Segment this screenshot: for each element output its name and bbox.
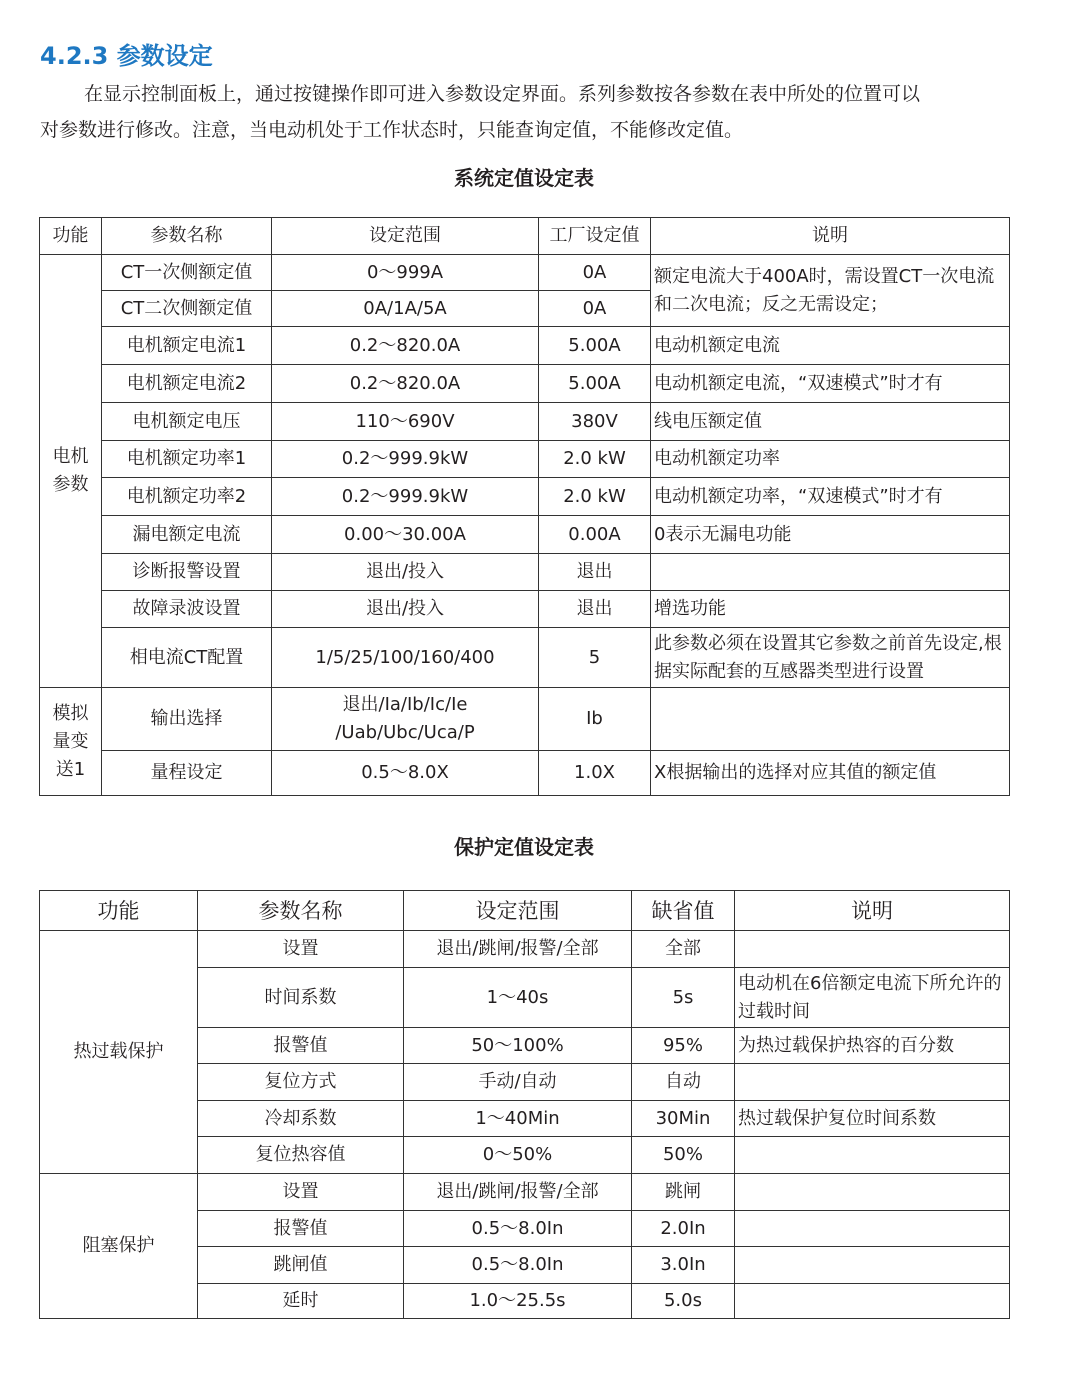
default-value-cell: 30Min [632,1101,735,1137]
default-value-cell: 3.0In [632,1247,735,1284]
range-cell: 手动/自动 [404,1064,632,1101]
note-cell: 电动机额定电流，“双速模式”时才有 [651,365,1010,403]
note-cell: 此参数必须在设置其它参数之前首先设定,根据实际配套的互感器类型进行设置 [651,628,1010,688]
param-name-cell: CT二次侧额定值 [102,291,272,327]
intro-line-1: 在显示控制面板上，通过按键操作即可进入参数设定界面。系列参数按各参数在表中所处的位置可以 [84,83,921,105]
param-name-cell: 漏电额定电流 [102,516,272,554]
range-cell: 0.00～30.00A [272,516,539,554]
header-range: 设定范围 [272,218,539,255]
param-name-cell: 故障录波设置 [102,591,272,628]
header-function: 功能 [40,891,198,931]
range-cell: 退出/投入 [272,554,539,591]
param-name-cell: 相电流CT配置 [102,628,272,688]
default-value-cell: 50% [632,1137,735,1174]
intro-paragraph [40,76,1060,148]
note-cell: 电动机在6倍额定电流下所允许的过载时间 [735,968,1010,1028]
table2-caption: 保护定值设定表 [454,835,594,859]
function-cell: 模拟 量变 送1 [40,688,102,796]
param-name-cell: 电机额定功率2 [102,478,272,516]
note-cell: 增选功能 [651,591,1010,628]
header-row [40,218,1010,255]
param-name-cell: 输出选择 [102,688,272,751]
param-name-cell: 延时 [198,1284,404,1319]
function-cell: 阻塞保护 [40,1174,198,1319]
param-name-cell: 时间系数 [198,968,404,1028]
table-row [40,441,1010,478]
param-name-cell: 跳闸值 [198,1247,404,1284]
system-settings-table [39,217,1010,796]
default-value-cell: 5.00A [539,327,651,365]
note-cell: 电动机额定功率，“双速模式”时才有 [651,478,1010,516]
note-cell: 线电压额定值 [651,403,1010,441]
range-cell: 0.5～8.0X [272,751,539,796]
section-heading: 4.2.3 参数设定 [40,42,213,70]
param-name-cell: 冷却系数 [198,1101,404,1137]
note-cell [735,1174,1010,1211]
range-cell: 0.2～820.0A [272,365,539,403]
header-param-name: 参数名称 [102,218,272,255]
default-value-cell: 2.0 kW [539,441,651,478]
note-cell: 0表示无漏电功能 [651,516,1010,554]
header-note: 说明 [651,218,1010,255]
param-name-cell: 设置 [198,931,404,968]
default-value-cell: 2.0 kW [539,478,651,516]
note-cell: 为热过载保护热容的百分数 [735,1028,1010,1064]
default-value-cell: 退出 [539,554,651,591]
note-cell [651,554,1010,591]
header-default: 工厂设定值 [539,218,651,255]
table-row [40,403,1010,441]
default-value-cell: Ib [539,688,651,751]
param-name-cell: 复位方式 [198,1064,404,1101]
default-value-cell: 5.0s [632,1284,735,1319]
header-range: 设定范围 [404,891,632,931]
table-row [40,751,1010,796]
param-name-cell: 报警值 [198,1028,404,1064]
note-cell: 电动机额定电流 [651,327,1010,365]
range-cell: 1～40s [404,968,632,1028]
header-note: 说明 [735,891,1010,931]
intro-line-2: 对参数进行修改。注意，当电动机处于工作状态时，只能查询定值，不能修改定值。 [40,119,744,141]
note-cell [735,1064,1010,1101]
note-cell [735,1284,1010,1319]
header-row [40,891,1010,931]
range-cell: 退出/投入 [272,591,539,628]
default-value-cell: 5.00A [539,365,651,403]
range-cell: 退出/跳闸/报警/全部 [404,1174,632,1211]
note-cell: 额定电流大于400A时，需设置CT一次电流和二次电流；反之无需设定； [651,255,1010,327]
default-value-cell: 跳闸 [632,1174,735,1211]
note-cell: 热过载保护复位时间系数 [735,1101,1010,1137]
table-row [40,931,1010,968]
param-name-cell: 诊断报警设置 [102,554,272,591]
default-value-cell: 1.0X [539,751,651,796]
param-name-cell: 电机额定电流2 [102,365,272,403]
header-default: 缺省值 [632,891,735,931]
header-param-name: 参数名称 [198,891,404,931]
note-cell: 电动机额定功率 [651,441,1010,478]
note-cell: X根据输出的选择对应其值的额定值 [651,751,1010,796]
range-cell: 1/5/25/100/160/400 [272,628,539,688]
function-cell: 热过载保护 [40,931,198,1174]
range-cell: 110～690V [272,403,539,441]
range-cell: 50～100% [404,1028,632,1064]
table-row [40,255,1010,291]
default-value-cell: 5s [632,968,735,1028]
note-cell [735,1247,1010,1284]
note-cell [651,688,1010,751]
default-value-cell: 95% [632,1028,735,1064]
range-cell: 0.2～999.9kW [272,478,539,516]
range-cell: 0A/1A/5A [272,291,539,327]
param-name-cell: 电机额定电压 [102,403,272,441]
default-value-cell: 0A [539,255,651,291]
default-value-cell: 自动 [632,1064,735,1101]
default-value-cell: 0.00A [539,516,651,554]
range-cell: 0～999A [272,255,539,291]
table-row [40,1174,1010,1211]
table-row [40,688,1010,751]
table1-caption: 系统定值设定表 [454,166,594,190]
table-row [40,516,1010,554]
range-cell: 退出/跳闸/报警/全部 [404,931,632,968]
header-function: 功能 [40,218,102,255]
default-value-cell: 0A [539,291,651,327]
range-cell: 1.0～25.5s [404,1284,632,1319]
range-cell: 0.5～8.0In [404,1211,632,1247]
table-row [40,628,1010,688]
table-row [40,365,1010,403]
param-name-cell: 复位热容值 [198,1137,404,1174]
function-cell: 电机 参数 [40,255,102,688]
table-row [40,478,1010,516]
range-cell: 0.2～820.0A [272,327,539,365]
table-row [40,554,1010,591]
default-value-cell: 5 [539,628,651,688]
default-value-cell: 退出 [539,591,651,628]
param-name-cell: 量程设定 [102,751,272,796]
table-row [40,591,1010,628]
default-value-cell: 380V [539,403,651,441]
param-name-cell: 电机额定电流1 [102,327,272,365]
range-cell: 退出/Ia/Ib/Ic/Ie /Uab/Ubc/Uca/P [272,688,539,751]
param-name-cell: 设置 [198,1174,404,1211]
range-cell: 1～40Min [404,1101,632,1137]
default-value-cell: 2.0In [632,1211,735,1247]
range-cell: 0.2～999.9kW [272,441,539,478]
protection-settings-table [39,890,1010,1319]
range-cell: 0.5～8.0In [404,1247,632,1284]
default-value-cell: 全部 [632,931,735,968]
note-cell [735,1211,1010,1247]
param-name-cell: CT一次侧额定值 [102,255,272,291]
table-row [40,327,1010,365]
note-cell [735,1137,1010,1174]
range-cell: 0～50% [404,1137,632,1174]
param-name-cell: 电机额定功率1 [102,441,272,478]
param-name-cell: 报警值 [198,1211,404,1247]
note-cell [735,931,1010,968]
